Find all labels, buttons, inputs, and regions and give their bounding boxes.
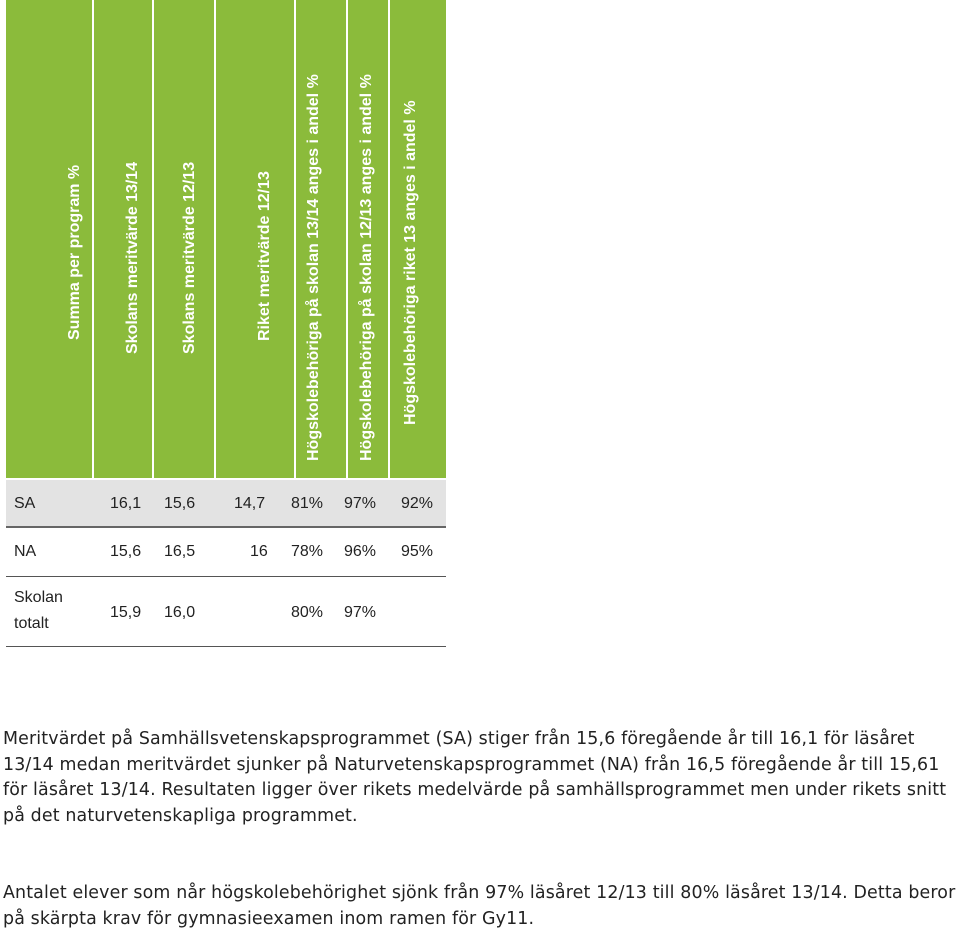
cell: 16 <box>250 543 268 560</box>
cell: 92% <box>401 495 434 512</box>
row-label: NA <box>14 543 37 560</box>
header-skolans-meritvarde-1314: Skolans meritvärde 13/14 <box>94 0 152 478</box>
table-row <box>6 528 446 577</box>
header-hogskolebehoriga-skolan-1314: Högskolebehöriga på skolan 13/14 anges i andel % <box>296 0 346 478</box>
cell: 16,1 <box>110 495 142 512</box>
results-table <box>6 0 446 632</box>
cell: 16,0 <box>164 604 196 621</box>
table-row <box>6 480 446 528</box>
cell: 95% <box>401 543 434 560</box>
cell: 80% <box>291 604 324 621</box>
cell: 97% <box>344 495 377 512</box>
row-label: Skolan <box>14 589 63 606</box>
paragraph-meritvarde: Meritvärdet på Samhällsvetenskapsprogrammet (SA) stiger från 15,6 föregående år till 16,1 för läsåret 13/14 medan meritvärdet sjunker på Naturvetenskapsprogrammet (NA) från 16,5 föregående år till 15,61 för läsåret 13/14. Resultaten ligger över rikets medelvärde på samhällsprogrammet men under rikets snitt på det naturvetenskapliga programmet. <box>3 729 947 826</box>
table-row <box>6 578 446 647</box>
header-hogskolebehoriga-riket-13: Högskolebehöriga riket 13 anges i andel % <box>390 0 446 478</box>
cell: 15,6 <box>110 543 142 560</box>
cell: 14,7 <box>234 495 266 512</box>
cell: 97% <box>344 604 377 621</box>
header-summa-per-program: Summa per program % <box>6 0 92 478</box>
row-label: totalt <box>14 615 49 632</box>
row-label: SA <box>14 495 36 512</box>
cell: 15,9 <box>110 604 142 621</box>
paragraph-hogskolebehorighet: Antalet elever som når högskolebehörighet sjönk från 97% läsåret 12/13 till 80% läsåret 13/14. Detta beror på skärpta krav för gymnasieexamen inom ramen för Gy11. <box>3 883 956 929</box>
cell: 81% <box>291 495 324 512</box>
header-riket-meritvarde-1213: Riket meritvärde 12/13 <box>216 0 294 478</box>
cell: 78% <box>291 543 324 560</box>
header-skolans-meritvarde-1213: Skolans meritvärde 12/13 <box>154 0 214 478</box>
cell: 15,6 <box>164 495 196 512</box>
table-header <box>6 0 446 478</box>
cell: 16,5 <box>164 543 196 560</box>
header-hogskolebehoriga-skolan-1213: Högskolebehöriga på skolan 12/13 anges i andel % <box>348 0 388 478</box>
cell: 96% <box>344 543 377 560</box>
